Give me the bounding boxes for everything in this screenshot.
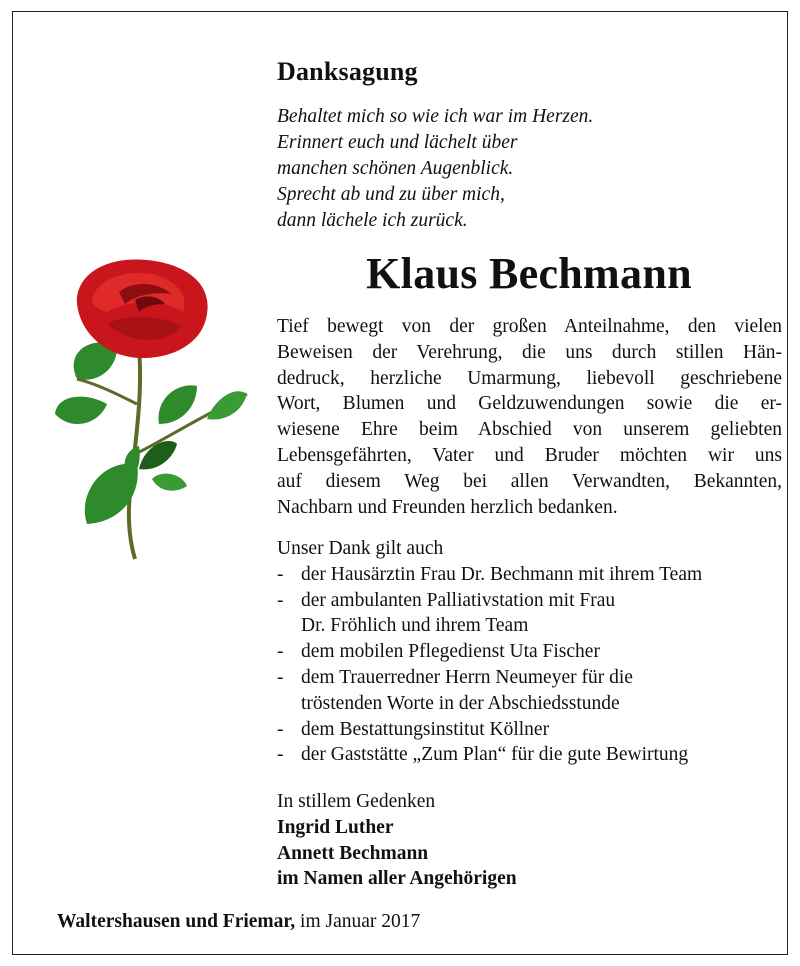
poem xyxy=(277,104,593,234)
paragraph-line: auf diesem Weg bei allen Verwandten, Bekannten, xyxy=(277,470,782,492)
list-item xyxy=(277,562,702,588)
list-item xyxy=(277,639,702,665)
paragraph-line: wiesene Ehre beim Abschied von unserem geliebten xyxy=(277,419,782,441)
list-item-line: - dem Bestattungsinstitut Köllner xyxy=(301,718,550,740)
signer: im Namen aller Angehörigen xyxy=(277,868,517,890)
poem-line: dann lächele ich zurück. xyxy=(277,210,468,231)
obituary-card xyxy=(12,11,788,955)
paragraph-line: Nachbarn und Freunden herzlich bedanken. xyxy=(277,496,618,518)
list-item-line: - der Gaststätte „Zum Plan“ für die gute Bewirtung xyxy=(301,744,689,766)
footer-place: Waltershausen und Friemar, xyxy=(57,911,296,932)
closing-intro: In stillem Gedenken xyxy=(277,791,436,812)
list-item-line: tröstenden Worte in der Abschiedsstunde xyxy=(301,692,620,714)
list-item xyxy=(277,665,702,717)
poem-line: Erinnert euch und lächelt über xyxy=(277,132,518,153)
footer-date: im Januar 2017 xyxy=(300,911,421,932)
thank-you-paragraph xyxy=(277,314,782,520)
list-item-line: - dem mobilen Pflegedienst Uta Fischer xyxy=(301,641,600,663)
list-item xyxy=(277,588,702,640)
signer: Annett Bechmann xyxy=(277,842,429,864)
list-item-line: - der ambulanten Palliativstation mit Frau xyxy=(301,589,616,611)
poem-line: Sprecht ab und zu über mich, xyxy=(277,184,505,205)
rose-image xyxy=(47,254,261,564)
footer-place-date xyxy=(57,911,420,933)
rose-leaf xyxy=(159,385,197,424)
heading: Danksagung xyxy=(277,57,418,86)
paragraph-line: Wort, Blumen und Geldzuwendungen sowie die er- xyxy=(277,393,782,415)
rose-leaf xyxy=(55,397,107,424)
poem-line: manchen schönen Augenblick. xyxy=(277,158,514,179)
rose-leaf xyxy=(207,391,247,419)
deceased-name: Klaus Bechmann xyxy=(366,249,692,298)
list-item-line: Dr. Fröhlich und ihrem Team xyxy=(301,615,529,637)
rose-leaf xyxy=(152,474,187,491)
paragraph-line: Lebensgefährten, Vater und Bruder möchten wir uns xyxy=(277,444,782,466)
list-item xyxy=(277,742,702,768)
rose-leaf xyxy=(139,441,177,469)
paragraph-line: Tief bewegt von der großen Anteilnahme, den vielen xyxy=(277,316,782,337)
closing-signature xyxy=(277,789,517,892)
signer: Ingrid Luther xyxy=(277,816,394,838)
list-item-line: - der Hausärztin Frau Dr. Bechmann mit ihrem Team xyxy=(301,563,703,585)
thanks-intro: Unser Dank gilt auch xyxy=(277,538,444,559)
list-item-line: - dem Trauerredner Herrn Neumeyer für die xyxy=(301,666,633,688)
list-item xyxy=(277,717,702,743)
poem-line: Behaltet mich so wie ich war im Herzen. xyxy=(277,106,594,127)
paragraph-line: Beweisen der Verehrung, die uns durch stillen Hän- xyxy=(277,341,782,363)
paragraph-line: dedruck, herzliche Umarmung, liebevoll geschriebene xyxy=(277,367,782,389)
thanks-list xyxy=(277,536,702,768)
